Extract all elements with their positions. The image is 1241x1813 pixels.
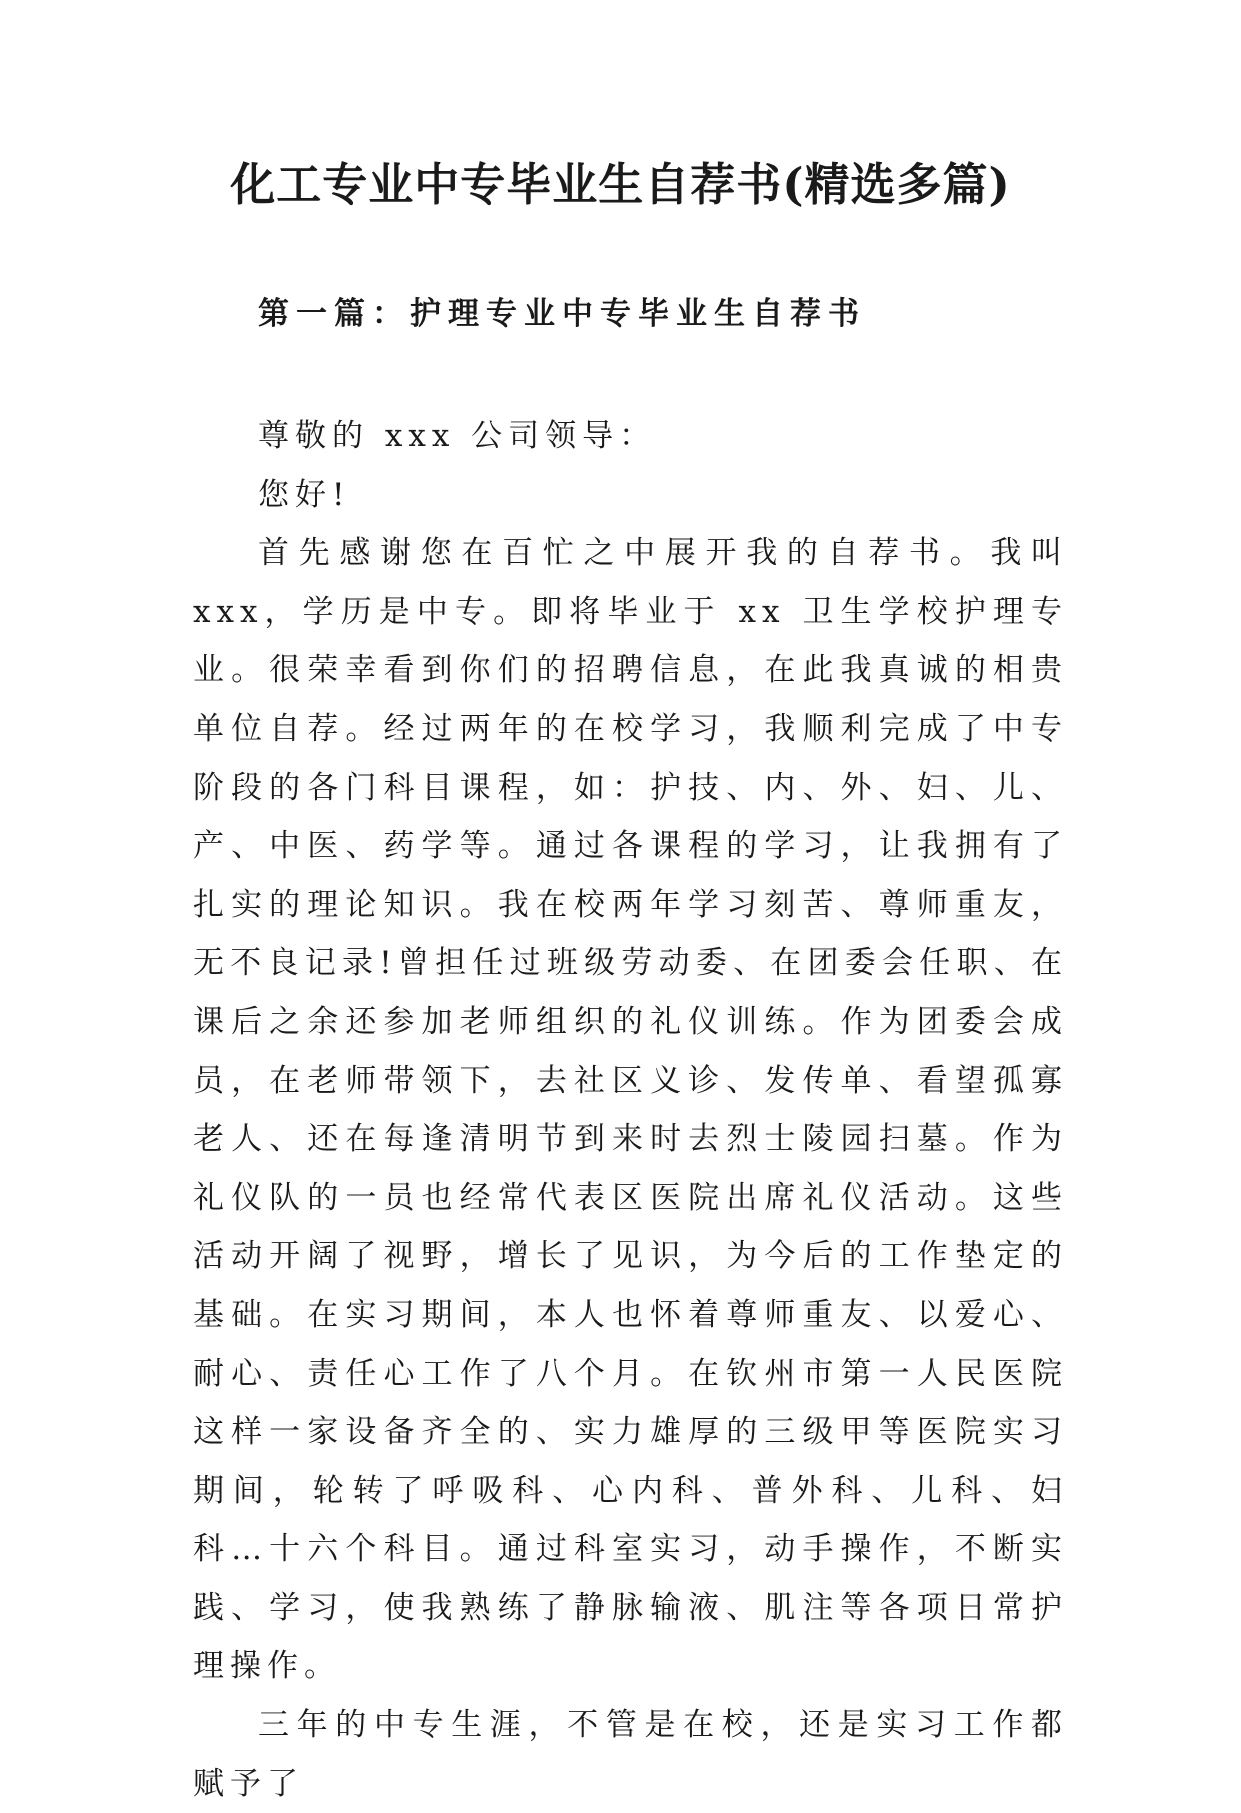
document-title: 化工专业中专毕业生自荐书(精选多篇) bbox=[230, 158, 1011, 211]
letter-body bbox=[193, 407, 1068, 1813]
greeting: 您好! bbox=[258, 476, 351, 513]
salutation: 尊敬的 xxx 公司领导： bbox=[258, 418, 657, 454]
body-paragraph: 三年的中专生涯，不管是在校，还是实习工作都赋予了 bbox=[193, 1707, 1068, 1802]
section-heading: 第一篇：护理专业中专毕业生自荐书 bbox=[258, 296, 866, 332]
body-paragraph: 首先感谢您在百忙之中展开我的自荐书。我叫 xxx，学历是中专。即将毕业于 xx 卫生学校护理专业。很荣幸看到你们的招聘信息，在此我真诚的相贵单位自荐。经过两年的在校学习，我顺利完成了中专阶段的各门科目课程，如：护技、内、外、妇、儿、产、中医、药学等。通过各课程的学习，让我拥有了扎实的理论知识。我在校两年学习刻苦、尊师重友，无不良记录!曾担任过班级劳动委、在团委会任职、在课后之余还参加老师组织的礼仪训练。作为团委会成员，在老师带领下，去社区义诊、发传单、看望孤寡老人、还在每逢清明节到来时去烈士陵园扫墓。作为礼仪队的一员也经常代表区医院出席礼仪活动。这些活动开阔了视野，增长了见识，为今后的工作垫定的基础。在实习期间，本人也怀着尊师重友、以爱心、耐心、责任心工作了八个月。在钦州市第一人民医院这样一家设备齐全的、实力雄厚的三级甲等医院实习期间，轮转了呼吸科、心内科、普外科、儿科、妇科…十六个科目。通过科室实习，动手操作，不断实践、学习，使我熟练了静脉输液、肌注等各项日常护理操作。 bbox=[193, 535, 1068, 1685]
